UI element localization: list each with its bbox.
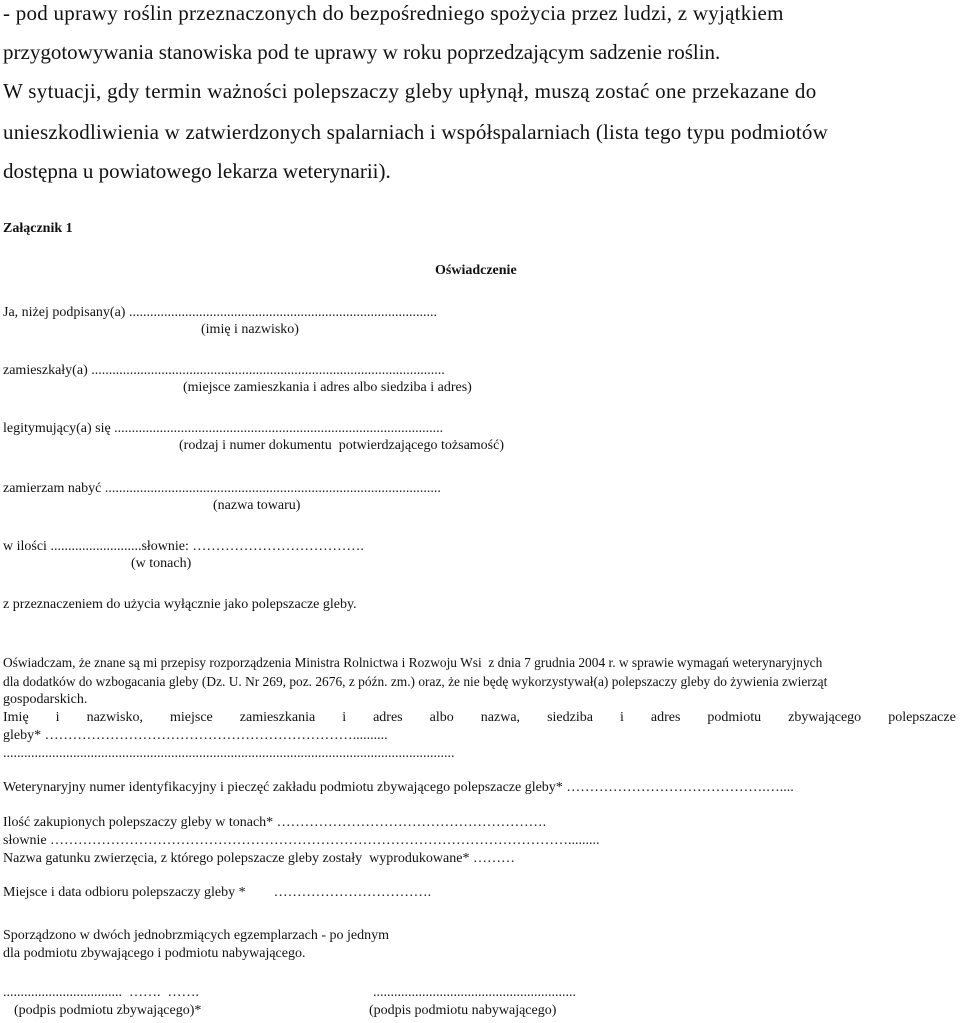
declaration-line-3: gospodarskich. [3, 692, 88, 707]
intro-text: - pod uprawy roślin przeznaczonych do bezpośredniego spożycia przez ludzi, z wyjątkiem [3, 1, 784, 25]
signature-right-line[interactable]: .......................................................... [373, 985, 576, 1000]
signature-left-line[interactable]: .................................. ……. ……. [3, 985, 199, 1000]
quantity-tons-field[interactable]: Ilość zakupionych polepszaczy gleby w tonach* …………………………………………………. [3, 815, 547, 830]
pickup-field[interactable]: Miejsce i data odbioru polepszaczy gleby * ……………………………. [3, 885, 432, 900]
supplier-word: adres [650, 710, 681, 725]
intro-line-1 [3, 3, 956, 24]
intro-line-5: dostępna u powiatowego lekarza weterynarii). [3, 159, 391, 183]
supplier-name-line [3, 711, 956, 725]
purpose-text: z przeznaczeniem do użycia wyłącznie jako polepszacze gleby. [3, 597, 357, 612]
supplier-word: nazwa, [480, 710, 521, 725]
caption-product: (nazwa towaru) [213, 498, 301, 513]
supplier-name-field[interactable]: gleby* ………………………………………………………….......... [3, 728, 388, 743]
copies-line-1: Sporządzono w dwóch jednobrzmiących egzemplarzach - po jednym [3, 928, 390, 943]
signature-right-caption: (podpis podmiotu nabywającego) [369, 1003, 557, 1018]
supplier-word: albo [429, 710, 454, 725]
field-address[interactable]: zamieszkały(a) ..................................................................................................... [3, 363, 445, 378]
vet-number-field[interactable]: Weterynaryjny numer identyfikacyjny i pieczęć zakładu podmiotu zbywającego polepszacze gleby* …………………………………….….... [3, 780, 794, 795]
supplier-word: Imię [3, 710, 29, 725]
caption-quantity: (w tonach) [131, 556, 192, 571]
supplier-name-field-cont[interactable]: ................................................................................................................................. [3, 746, 455, 761]
declaration-line-1: Oświadczam, że znane są mi przepisy rozporządzenia Ministra Rolnictwa i Rozwoju Wsi z dnia 7 grudnia 2004 r. w sprawie wymagań weterynaryjnych [3, 655, 823, 670]
supplier-word: nazwisko, [86, 710, 143, 725]
caption-name: (imię i nazwisko) [201, 322, 299, 337]
signature-left-caption: (podpis podmiotu zbywającego)* [14, 1003, 202, 1018]
attachment-title: Załącznik 1 [3, 221, 73, 236]
field-quantity[interactable]: w ilości ..........................słownie: ………………………………. [3, 539, 364, 554]
supplier-word: adres [373, 710, 403, 725]
declaration-line-2: dla dodatków do wzbogacania gleby (Dz. U. Nr 269, poz. 2676, z późn. zm.) oraz, że nie będę wykorzystywał(a) polepszaczy gleby do żywienia zwierząt [3, 674, 828, 689]
copies-line-2: dla podmiotu zbywającego i podmiotu nabywającego. [3, 946, 306, 961]
supplier-word: i [619, 710, 624, 725]
intro-line-4: unieszkodliwienia w zatwierdzonych spalarniach i współspalarniach (lista tego typu podmiotów [3, 120, 828, 144]
supplier-word: miejsce [169, 710, 213, 725]
field-product[interactable]: zamierzam nabyć ................................................................................................ [3, 481, 441, 496]
supplier-word: zbywającego [788, 710, 862, 725]
intro-line-2: przygotowywania stanowiska pod te uprawy w roku poprzedzającym sadzenie roślin. [3, 40, 721, 64]
supplier-word: siedziba [547, 710, 593, 725]
field-id-document[interactable]: legitymujący(a) się .............................................................................................. [3, 421, 444, 436]
intro-line-3: W sytuacji, gdy termin ważności polepszaczy gleby upłynął, muszą zostać one przekazane do [3, 79, 817, 103]
field-name[interactable]: Ja, niżej podpisany(a) ........................................................................................ [3, 305, 437, 320]
supplier-word: podmiotu [707, 710, 762, 725]
caption-address: (miejsce zamieszkania i adres albo siedziba i adres) [183, 380, 472, 395]
supplier-word: i [55, 710, 60, 725]
species-field[interactable]: Nazwa gatunku zwierzęcia, z którego polepszacze gleby zostały wyprodukowane* ……… [3, 851, 515, 866]
supplier-word: i [342, 710, 347, 725]
caption-id-document: (rodzaj i numer dokumentu potwierdzającego tożsamość) [179, 438, 504, 453]
form-title: Oświadczenie [435, 263, 517, 278]
supplier-word: zamieszkania [239, 710, 316, 725]
quantity-words-field[interactable]: słownie …………………………………………………………………………………………………......... [3, 833, 600, 848]
supplier-word: polepszacze [888, 710, 956, 725]
